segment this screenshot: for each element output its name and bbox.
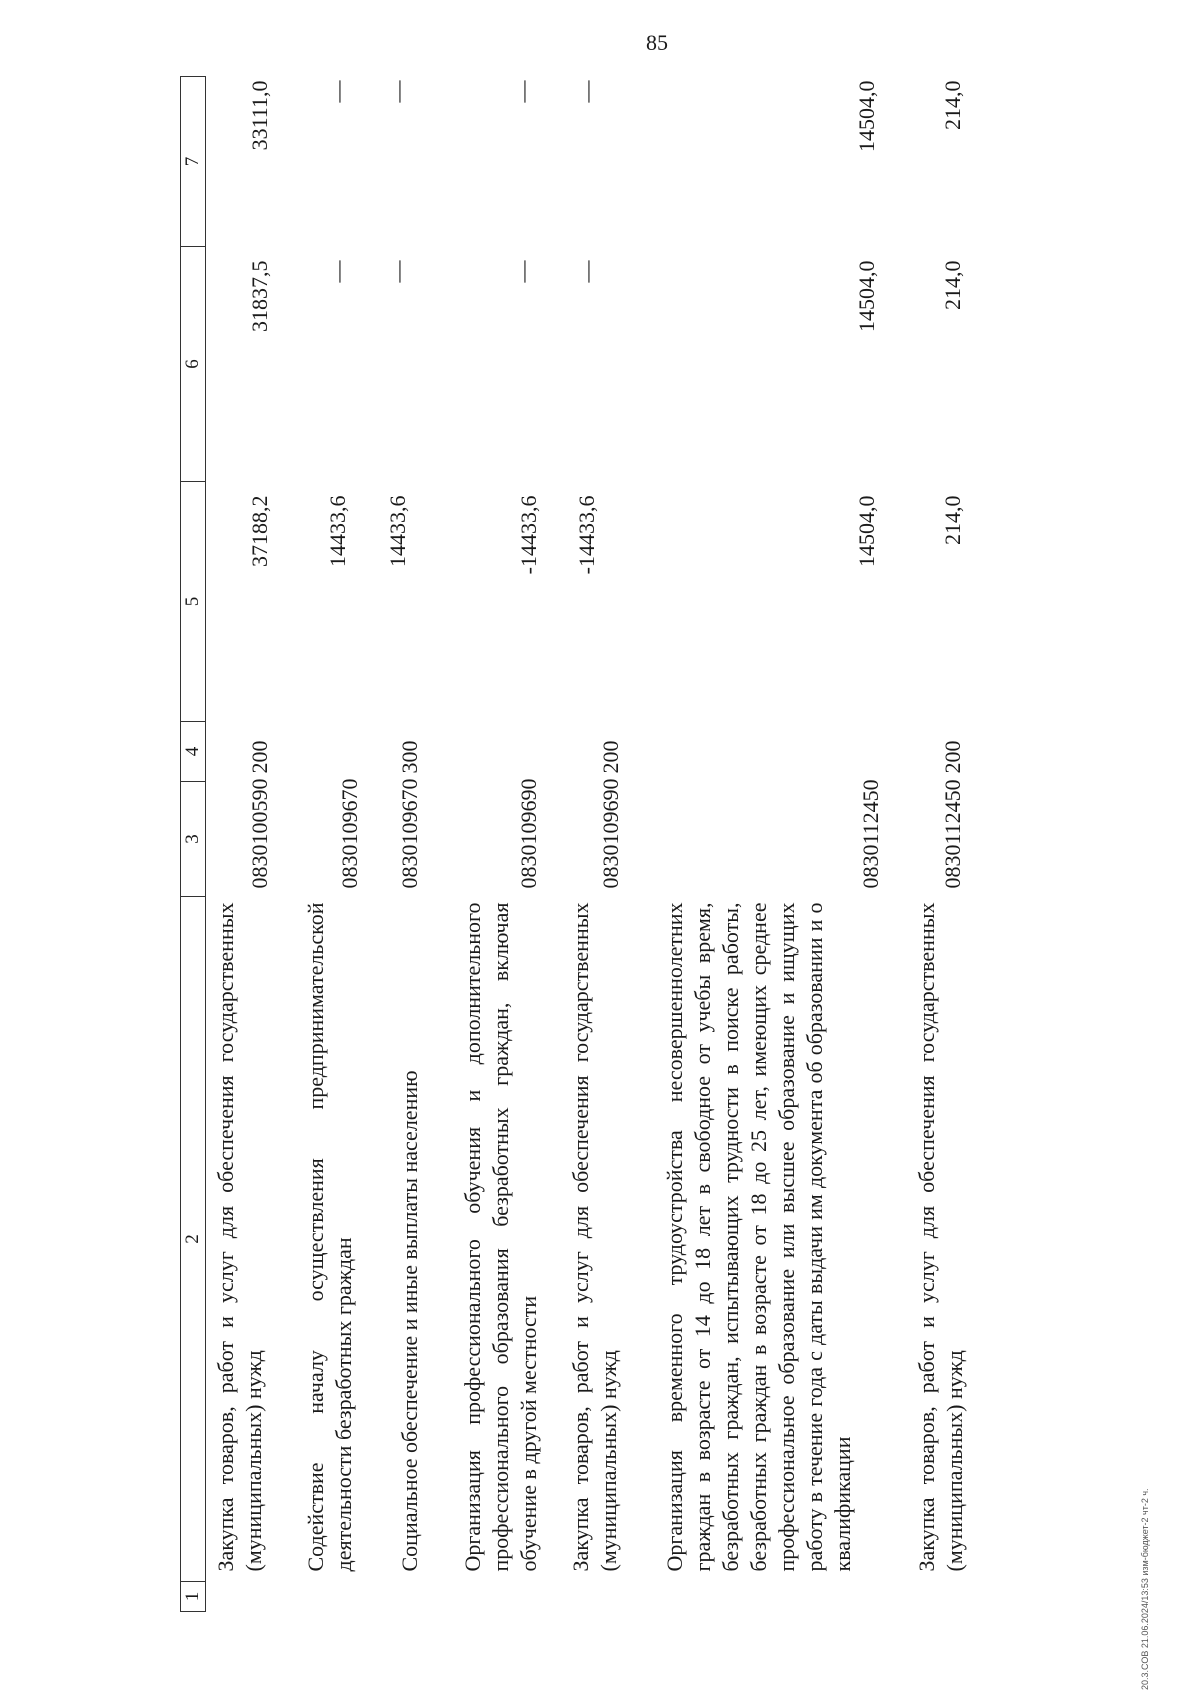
row-name: Организация временного трудоустройства несовершеннолетних граждан в возрасте от 14 до 18 лет в свободное от учебы время, безработных граждан, испытывающих трудности в поиске работы, безработных граждан в возрасте от 18 до 25 лет, имеющих среднее профессиональное образование или высшее образование и ищущих работу в течение года с даты выдачи им документа об образовании и о квалификации: [661, 902, 855, 1572]
row-type: [296, 722, 384, 782]
row-value-6: —: [573, 260, 599, 283]
table-row: [649, 77, 911, 1612]
row-value-6: —: [384, 260, 410, 283]
row-code: 0830112450: [857, 779, 883, 889]
row-value-5: 214,0: [939, 495, 965, 545]
row-value-6: —: [324, 260, 350, 283]
row-code: 0830100590: [247, 778, 272, 889]
row-type: [649, 722, 911, 782]
row-value-7: —: [509, 80, 535, 103]
row-value-5: -14433,6: [573, 495, 599, 575]
row-value-6: 214,0: [939, 260, 965, 310]
row-type: 200: [247, 740, 272, 774]
table-row: [296, 77, 384, 1612]
row-type: 200: [939, 740, 965, 774]
row-value-7: 33111,0: [247, 80, 272, 151]
row-value-7: 214,0: [939, 80, 965, 130]
footer-stamp: 20.3.СОВ 21.06.2024/13:53 изм-бюджет-2 чт-2 ч.: [1140, 1488, 1150, 1690]
row-name: Закупка товаров, работ и услуг для обеспечения государственных (муниципальных) нужд: [913, 902, 967, 1572]
page-number: 85: [646, 30, 668, 55]
budget-table: [180, 76, 996, 1612]
col-header-7: 7: [181, 77, 206, 247]
row-type: 300: [396, 740, 422, 774]
col-header-4: 4: [181, 722, 206, 782]
table-header-row: [181, 77, 206, 1612]
row-code: 0830109690: [515, 778, 541, 889]
row-number: [911, 1582, 996, 1612]
row-name: Закупка товаров, работ и услуг для обеспечения государственных (муниципальных) нужд: [213, 902, 266, 1572]
row-value-7: —: [573, 80, 599, 103]
row-code: 0830109670: [396, 778, 422, 889]
row-value-6: 14504,0: [853, 260, 879, 332]
row-name: Содействие началу осуществления предпринимательской деятельности безработных граждан: [302, 902, 356, 1572]
table-row: [384, 77, 439, 1612]
row-value-5: -14433,6: [515, 495, 541, 575]
row-name: Организация профессионального обучения и дополнительного профессионального образования безработных граждан, включая обучение в другой местности: [459, 902, 541, 1572]
table-row: [439, 77, 551, 1612]
row-number: [384, 1582, 439, 1612]
row-value-5: 14433,6: [384, 495, 410, 567]
row-value-7: —: [384, 80, 410, 103]
row-value-5: 37188,2: [247, 495, 272, 567]
row-value-5: 14504,0: [853, 495, 879, 567]
row-value-6: 31837,5: [247, 260, 272, 332]
row-code: 0830109670: [336, 778, 362, 889]
row-number: [296, 1582, 384, 1612]
col-header-1: 1: [181, 1582, 206, 1612]
row-value-6: —: [509, 260, 535, 283]
row-code: 0830109690: [597, 778, 623, 889]
table-row: [911, 77, 996, 1612]
row-number: [439, 1582, 551, 1612]
row-number: [649, 1582, 911, 1612]
row-name: Социальное обеспечение и иные выплаты населению: [396, 1070, 422, 1572]
row-value-7: —: [324, 80, 350, 103]
col-header-5: 5: [181, 482, 206, 722]
row-value-5: 14433,6: [324, 495, 350, 567]
table-row: [206, 77, 296, 1612]
row-number: [551, 1582, 649, 1612]
col-header-2: 2: [181, 897, 206, 1582]
row-type: 200: [597, 740, 623, 774]
row-name: Закупка товаров, работ и услуг для обеспечения государственных (муниципальных) нужд: [567, 902, 621, 1572]
row-value-7: 14504,0: [853, 80, 879, 152]
col-header-3: 3: [181, 782, 206, 897]
rotated-page: [180, 77, 1040, 1612]
table-row: [551, 77, 649, 1612]
row-type: [439, 722, 551, 782]
row-code: 0830112450: [939, 779, 965, 889]
col-header-6: 6: [181, 247, 206, 482]
row-number: [206, 1582, 296, 1612]
